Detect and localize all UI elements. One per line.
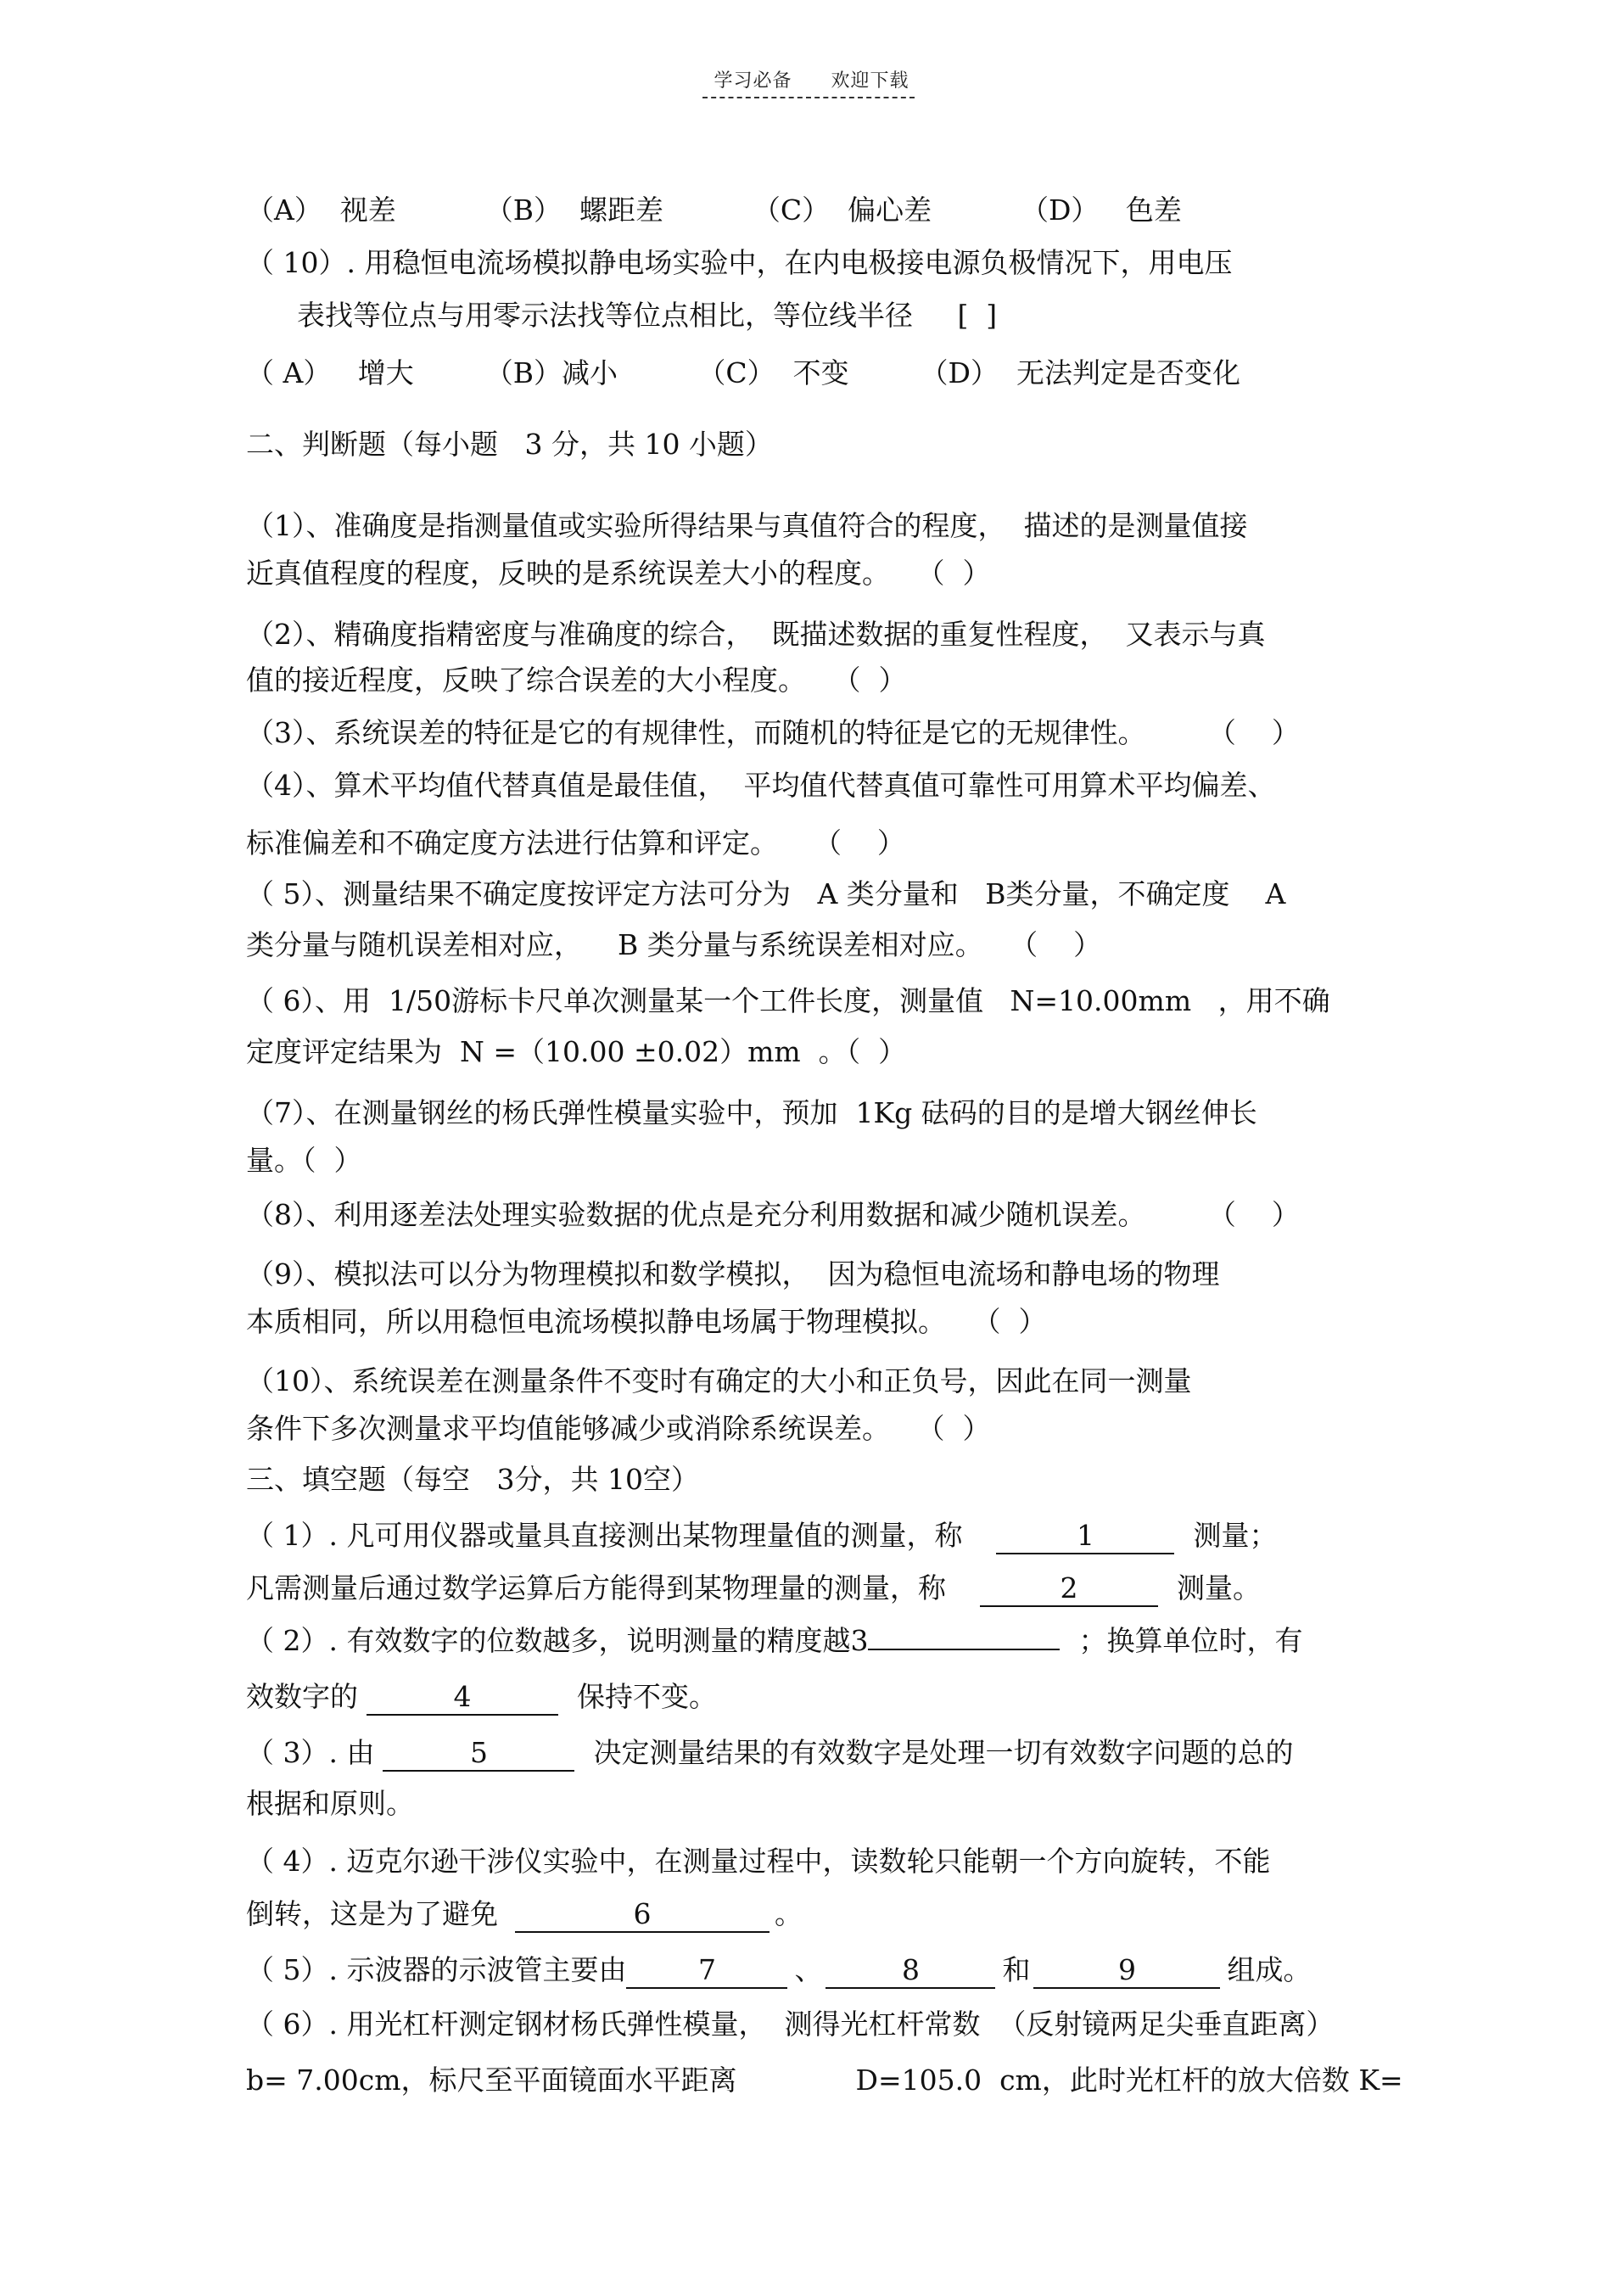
q10-text-2: 表找等位点与用零示法找等位点相比，等位线半径 [ ]: [297, 299, 998, 332]
fill-4-line-1: （ 4）. 迈克尔逊干涉仪实验中，在测量过程中，读数轮只能朝一个方向旋转，不能: [246, 1845, 1271, 1878]
blank-8[interactable]: 8: [825, 1953, 995, 1989]
tf-2-line-2: 值的接近程度，反映了综合误差的大小程度。 （ ）: [246, 664, 907, 697]
fill-2-line-2: 效数字的 4 保持不变。: [246, 1678, 717, 1716]
tf-6-line-2: 定度评定结果为 N =（10.00 ±0.02）mm 。（ ）: [246, 1035, 907, 1068]
q9-options: （A） 视差 （B） 螺距差 （C） 偏心差 （D） 色差: [246, 193, 1182, 227]
fill-5: （ 5）. 示波器的示波管主要由 7 、 8 和 9 组成。: [246, 1952, 1311, 1989]
tf-4-line-1: （4）、算术平均值代替真值是最佳值， 平均值代替真值可靠性可用算术平均偏差、: [246, 769, 1276, 802]
q10-text-1: （ 10）. 用稳恒电流场模拟静电场实验中，在内电极接电源负极情况下，用电压: [246, 246, 1233, 279]
tf-10-line-1: （10）、系统误差在测量条件不变时有确定的大小和正负号，因此在同一测量: [246, 1364, 1192, 1397]
tf-5-line-1: （ 5）、测量结果不确定度按评定方法可分为 A 类分量和 B类分量，不确定度 A: [246, 877, 1286, 910]
tf-2-line-1: （2）、精确度指精密度与准确度的综合， 既描述数据的重复性程度， 又表示与真: [246, 618, 1266, 651]
tf-1-line-2: 近真值程度的程度，反映的是系统误差大小的程度。 （ ）: [246, 557, 991, 590]
blank-2[interactable]: 2: [980, 1571, 1158, 1607]
fill-6-line-2: b= 7.00cm，标尺至平面镜面水平距离 D=105.0 cm，此时光杠杆的放大倍数 K=: [246, 2064, 1403, 2097]
blank-5[interactable]: 5: [383, 1736, 574, 1772]
tf-1-line-1: （1）、准确度是指测量值或实验所得结果与真值符合的程度， 描述的是测量值接: [246, 509, 1248, 542]
tf-7-line-2: 量。（ ）: [246, 1144, 362, 1177]
blank-3[interactable]: [868, 1649, 1060, 1650]
header-divider: [702, 97, 915, 98]
tf-4-line-2: 标准偏差和不确定度方法进行估算和评定。 （ ）: [246, 826, 905, 860]
fill-1-line-2: 凡需测量后通过数学运算后方能得到某物理量的测量，称 2 测量。: [246, 1570, 1261, 1607]
page-header: [0, 66, 1623, 92]
tf-9-line-1: （9）、模拟法可以分为物理模拟和数学模拟， 因为稳恒电流场和静电场的物理: [246, 1257, 1220, 1291]
fill-2-line-1: （ 2）. 有效数字的位数越多，说明测量的精度越3 ；换算单位时，有: [246, 1624, 1303, 1657]
fill-3-line-1: （ 3）. 由 5 决定测量结果的有效数字是处理一切有效数字问题的总的: [246, 1734, 1293, 1772]
tf-3: （3）、系统误差的特征是它的有规律性，而随机的特征是它的无规律性。 （ ）: [246, 716, 1300, 749]
section-3-heading: 三、填空题（每空 3分，共 10空）: [246, 1463, 699, 1496]
header-right: 欢迎下载: [831, 70, 909, 92]
fill-1-line-1: （ 1）. 凡可用仪器或量具直接测出某物理量值的测量，称 1 测量；: [246, 1517, 1277, 1554]
tf-10-line-2: 条件下多次测量求平均值能够减少或消除系统误差。 （ ）: [246, 1412, 991, 1445]
blank-6[interactable]: 6: [515, 1897, 770, 1933]
blank-9[interactable]: 9: [1033, 1953, 1220, 1989]
fill-6-line-1: （ 6）. 用光杠杆测定钢材杨氏弹性模量， 测得光杠杆常数 （反射镜两足尖垂直距离）: [246, 2008, 1335, 2041]
tf-7-line-1: （7）、在测量钢丝的杨氏弹性模量实验中，预加 1Kg 砝码的目的是增大钢丝伸长: [246, 1096, 1257, 1129]
section-2-heading: 二、判断题（每小题 3 分，共 10 小题）: [246, 428, 773, 461]
tf-6-line-1: （ 6）、用 1/50游标卡尺单次测量某一个工件长度，测量值 N=10.00mm ，用不确: [246, 984, 1330, 1017]
tf-8: （8）、利用逐差法处理实验数据的优点是充分利用数据和减少随机误差。 （ ）: [246, 1198, 1300, 1231]
header-left: 学习必备: [714, 70, 792, 92]
q10-options: （ A） 增大 （B）减小 （C） 不变 （D） 无法判定是否变化: [246, 356, 1240, 389]
tf-9-line-2: 本质相同，所以用稳恒电流场模拟静电场属于物理模拟。 （ ）: [246, 1305, 1047, 1338]
fill-3-line-2: 根据和原则。: [246, 1787, 414, 1820]
blank-4[interactable]: 4: [367, 1680, 558, 1716]
tf-5-line-2: 类分量与随机误差相对应， B 类分量与系统误差相对应。 （ ）: [246, 928, 1102, 961]
fill-4-line-2: 倒转，这是为了避免 6 。: [246, 1896, 803, 1933]
blank-1[interactable]: 1: [996, 1519, 1174, 1554]
blank-7[interactable]: 7: [626, 1953, 787, 1989]
